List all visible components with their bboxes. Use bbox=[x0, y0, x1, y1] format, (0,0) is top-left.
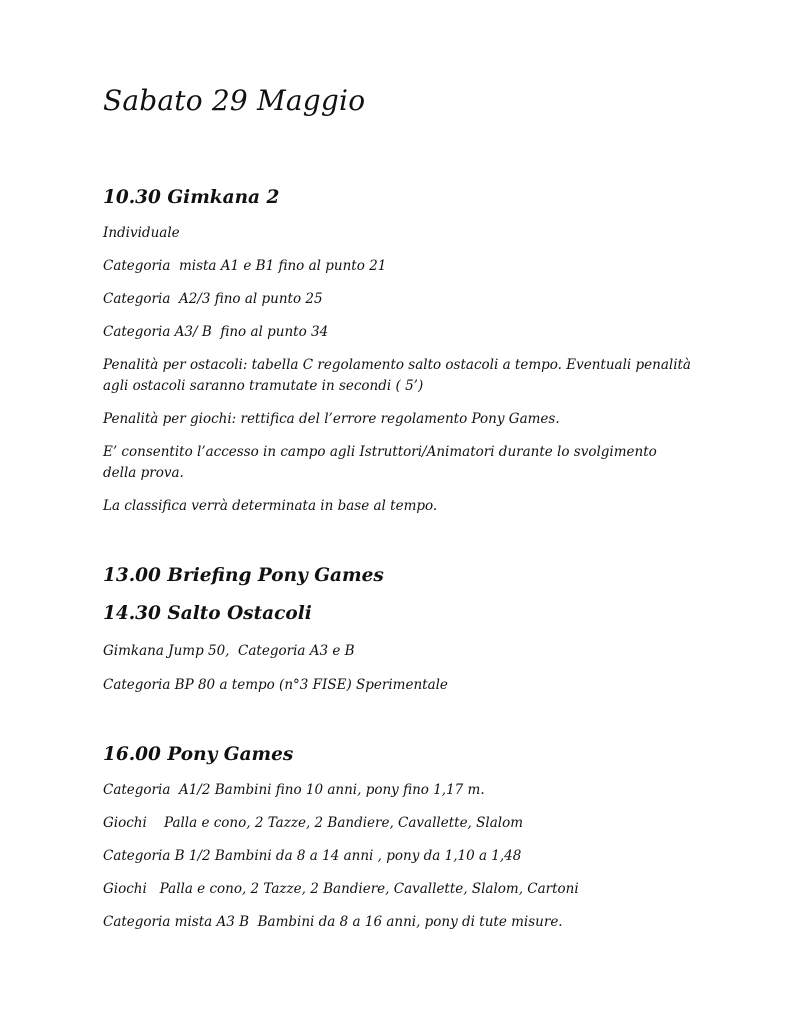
text-line-categoria-a3-b: Categoria A3/ B fino al punto 34 bbox=[103, 324, 329, 340]
section-heading-gimkana: 10.30 Gimkana 2 bbox=[103, 187, 280, 208]
text-line-categoria-bp80: Categoria BP 80 a tempo (n°3 FISE) Sperimentale bbox=[103, 677, 448, 693]
text-line-categoria-a1-2: Categoria A1/2 Bambini fino 10 anni, pony fino 1,17 m. bbox=[103, 782, 485, 798]
text-line-individuale: Individuale bbox=[103, 225, 180, 241]
text-line-gimkana-jump: Gimkana Jump 50, Categoria A3 e B bbox=[103, 643, 355, 659]
section-heading-briefing: 13.00 Briefing Pony Games bbox=[103, 565, 384, 586]
text-paragraph-penalita-ostacoli: Penalità per ostacoli: tabella C regolamento salto ostacoli a tempo. Eventuali penalità agli ostacoli saranno tramutate in secondi ( 5’) bbox=[103, 357, 691, 394]
text-line-categoria-mista-a1-b1: Categoria mista A1 e B1 fino al punto 21 bbox=[103, 258, 387, 274]
section-heading-pony-games: 16.00 Pony Games bbox=[103, 744, 294, 765]
text-line-giochi-a: Giochi Palla e cono, 2 Tazze, 2 Bandiere, Cavallette, Slalom bbox=[103, 815, 524, 831]
section-heading-salto-ostacoli: 14.30 Salto Ostacoli bbox=[103, 603, 312, 624]
page-title: Sabato 29 Maggio bbox=[103, 84, 366, 117]
text-line-categoria-mista-a3-b: Categoria mista A3 B Bambini da 8 a 16 anni, pony di tute misure. bbox=[103, 914, 563, 930]
text-line-giochi-b: Giochi Palla e cono, 2 Tazze, 2 Bandiere, Cavallette, Slalom, Cartoni bbox=[103, 881, 579, 897]
text-line-classifica: La classifica verrà determinata in base al tempo. bbox=[103, 498, 438, 514]
text-line-categoria-a2-3: Categoria A2/3 fino al punto 25 bbox=[103, 291, 323, 307]
text-line-categoria-b1-2: Categoria B 1/2 Bambini da 8 a 14 anni , pony da 1,10 a 1,48 bbox=[103, 848, 522, 864]
text-line-penalita-giochi: Penalità per giochi: rettifica del l’errore regolamento Pony Games. bbox=[103, 411, 560, 427]
text-paragraph-accesso-campo: E’ consentito l’accesso in campo agli Istruttori/Animatori durante lo svolgimento della prova. bbox=[103, 444, 657, 481]
